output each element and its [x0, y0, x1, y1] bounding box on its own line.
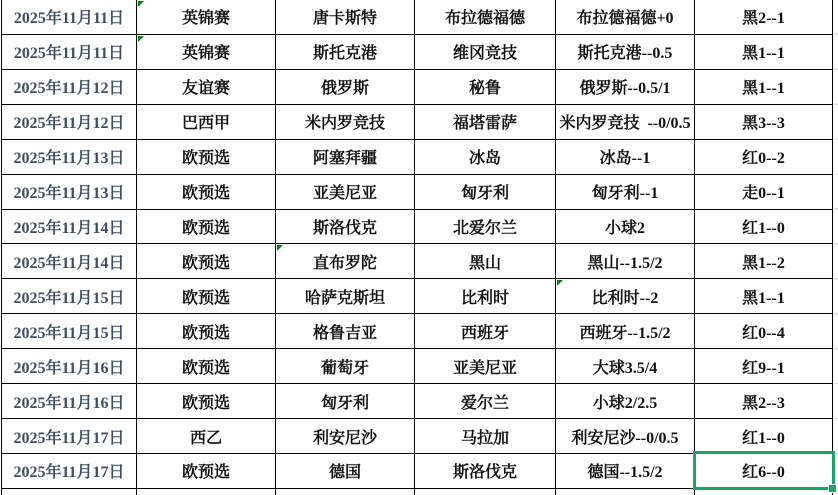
cell-date[interactable]: 2025年11月13日 — [2, 175, 137, 210]
cell-home-team[interactable]: 斯洛伐克 — [276, 210, 415, 245]
cell-result[interactable]: 红9--1 — [695, 349, 833, 384]
cell-selected-result[interactable] — [695, 454, 833, 489]
cell-date[interactable]: 2025年11月11日 — [2, 0, 137, 35]
cell-result[interactable]: 走0--1 — [695, 175, 833, 210]
cell-league[interactable]: 欧预选 — [137, 140, 276, 175]
cell-date[interactable]: 2025年11月15日 — [2, 314, 137, 349]
cell-handicap[interactable] — [556, 279, 695, 314]
cell-handicap[interactable]: 大球3.5/4 — [556, 349, 695, 384]
cell-handicap[interactable]: 西班牙--1.5/2 — [556, 314, 695, 349]
cell-away-team[interactable]: 北爱尔兰 — [415, 210, 556, 245]
cell-away-team[interactable] — [415, 489, 556, 495]
cell-handicap[interactable]: 利安尼沙--0/0.5 — [556, 419, 695, 454]
cell-home-team[interactable]: 俄罗斯 — [276, 70, 415, 105]
cell-text: 英锦赛 — [181, 10, 230, 28]
cell-league[interactable]: 西乙 — [137, 419, 276, 454]
cell-handicap[interactable] — [556, 489, 695, 495]
cell-text: 直布罗陀 — [312, 254, 377, 272]
cell-handicap[interactable]: 匈牙利--1 — [556, 175, 695, 210]
cell-text: 英锦赛 — [181, 45, 230, 63]
error-indicator-triangle — [138, 1, 144, 7]
cell-date[interactable]: 2025年11月12日 — [2, 70, 137, 105]
cell-date[interactable]: 2025年11月14日 — [2, 210, 137, 245]
cell-away-team[interactable]: 维冈竞技 — [415, 35, 556, 70]
cell-handicap[interactable]: 米内罗竞技 --0/0.5 — [556, 105, 695, 140]
cell-home-team[interactable]: 葡萄牙 — [276, 349, 415, 384]
cell-league[interactable] — [137, 35, 276, 70]
cell-date[interactable]: 2025年11月16日 — [2, 349, 137, 384]
cell-text: 红6--0 — [742, 464, 785, 482]
cell-result[interactable]: 黑3--3 — [695, 105, 833, 140]
sheet-faint-gridlines — [834, 0, 838, 495]
cell-league[interactable] — [137, 489, 276, 495]
cell-result[interactable]: 红1--0 — [695, 210, 833, 245]
cell-league[interactable]: 欧预选 — [137, 279, 276, 314]
error-indicator-triangle — [277, 245, 283, 251]
error-indicator-triangle — [557, 280, 563, 286]
cell-result[interactable]: 红0--2 — [695, 140, 833, 175]
cell-away-team[interactable]: 匈牙利 — [415, 175, 556, 210]
cell-handicap[interactable]: 德国--1.5/2 — [556, 454, 695, 489]
cell-handicap[interactable]: 俄罗斯--0.5/1 — [556, 70, 695, 105]
cell-result[interactable]: 黑1--1 — [695, 35, 833, 70]
cell-date[interactable]: 2025年11月11日 — [2, 35, 137, 70]
cell-league[interactable]: 巴西甲 — [137, 105, 276, 140]
cell-handicap[interactable]: 小球2/2.5 — [556, 384, 695, 419]
cell-result[interactable]: 黑2--3 — [695, 384, 833, 419]
selection-fill-handle[interactable] — [828, 484, 837, 493]
cell-away-team[interactable]: 冰岛 — [415, 140, 556, 175]
cell-home-team[interactable]: 哈萨克斯坦 — [276, 279, 415, 314]
cell-league[interactable]: 欧预选 — [137, 384, 276, 419]
cell-result[interactable] — [695, 489, 833, 495]
cell-league[interactable]: 欧预选 — [137, 314, 276, 349]
cell-home-team[interactable]: 利安尼沙 — [276, 419, 415, 454]
cell-handicap[interactable]: 黑山--1.5/2 — [556, 244, 695, 279]
cell-home-team[interactable]: 格鲁吉亚 — [276, 314, 415, 349]
cell-league[interactable]: 欧预选 — [137, 244, 276, 279]
cell-home-team[interactable]: 唐卡斯特 — [276, 0, 415, 35]
cell-result[interactable]: 红1--0 — [695, 419, 833, 454]
cell-date[interactable]: 2025年11月15日 — [2, 279, 137, 314]
cell-league[interactable]: 欧预选 — [137, 454, 276, 489]
cell-home-team[interactable]: 德国 — [276, 454, 415, 489]
cell-date[interactable]: 2025年11月17日 — [2, 454, 137, 489]
cell-result[interactable]: 黑1--1 — [695, 70, 833, 105]
cell-away-team[interactable]: 马拉加 — [415, 419, 556, 454]
error-indicator-triangle — [138, 36, 144, 42]
cell-result[interactable]: 黑1--2 — [695, 244, 833, 279]
cell-away-team[interactable]: 秘鲁 — [415, 70, 556, 105]
cell-handicap[interactable]: 斯托克港--0.5 — [556, 35, 695, 70]
cell-away-team[interactable]: 黑山 — [415, 244, 556, 279]
cell-result[interactable]: 红0--4 — [695, 314, 833, 349]
cell-away-team[interactable]: 爱尔兰 — [415, 384, 556, 419]
cell-league[interactable]: 欧预选 — [137, 349, 276, 384]
cell-away-team[interactable]: 布拉德福德 — [415, 0, 556, 35]
cell-away-team[interactable]: 斯洛伐克 — [415, 454, 556, 489]
cell-league[interactable]: 欧预选 — [137, 210, 276, 245]
cell-away-team[interactable]: 亚美尼亚 — [415, 349, 556, 384]
cell-date[interactable]: 2025年11月14日 — [2, 244, 137, 279]
cell-league[interactable]: 友谊赛 — [137, 70, 276, 105]
cell-date[interactable]: 2025年11月16日 — [2, 384, 137, 419]
cell-home-team[interactable] — [276, 244, 415, 279]
cell-text: 比利时--2 — [591, 289, 659, 307]
cell-away-team[interactable]: 西班牙 — [415, 314, 556, 349]
cell-home-team[interactable]: 米内罗竞技 — [276, 105, 415, 140]
cell-away-team[interactable]: 福塔雷萨 — [415, 105, 556, 140]
cell-league[interactable] — [137, 0, 276, 35]
cell-handicap[interactable]: 冰岛--1 — [556, 140, 695, 175]
cell-home-team[interactable]: 阿塞拜疆 — [276, 140, 415, 175]
cell-away-team[interactable]: 比利时 — [415, 279, 556, 314]
cell-handicap[interactable]: 布拉德福德+0 — [556, 0, 695, 35]
cell-home-team[interactable] — [276, 489, 415, 495]
cell-result[interactable]: 黑1--1 — [695, 279, 833, 314]
cell-date[interactable] — [2, 489, 137, 495]
cell-date[interactable]: 2025年11月12日 — [2, 105, 137, 140]
cell-result[interactable]: 黑2--1 — [695, 0, 833, 35]
cell-league[interactable]: 欧预选 — [137, 175, 276, 210]
cell-home-team[interactable]: 亚美尼亚 — [276, 175, 415, 210]
cell-date[interactable]: 2025年11月13日 — [2, 140, 137, 175]
cell-home-team[interactable]: 匈牙利 — [276, 384, 415, 419]
cell-date[interactable]: 2025年11月17日 — [2, 419, 137, 454]
cell-home-team[interactable]: 斯托克港 — [276, 35, 415, 70]
match-table — [1, 0, 833, 495]
cell-handicap[interactable]: 小球2 — [556, 210, 695, 245]
